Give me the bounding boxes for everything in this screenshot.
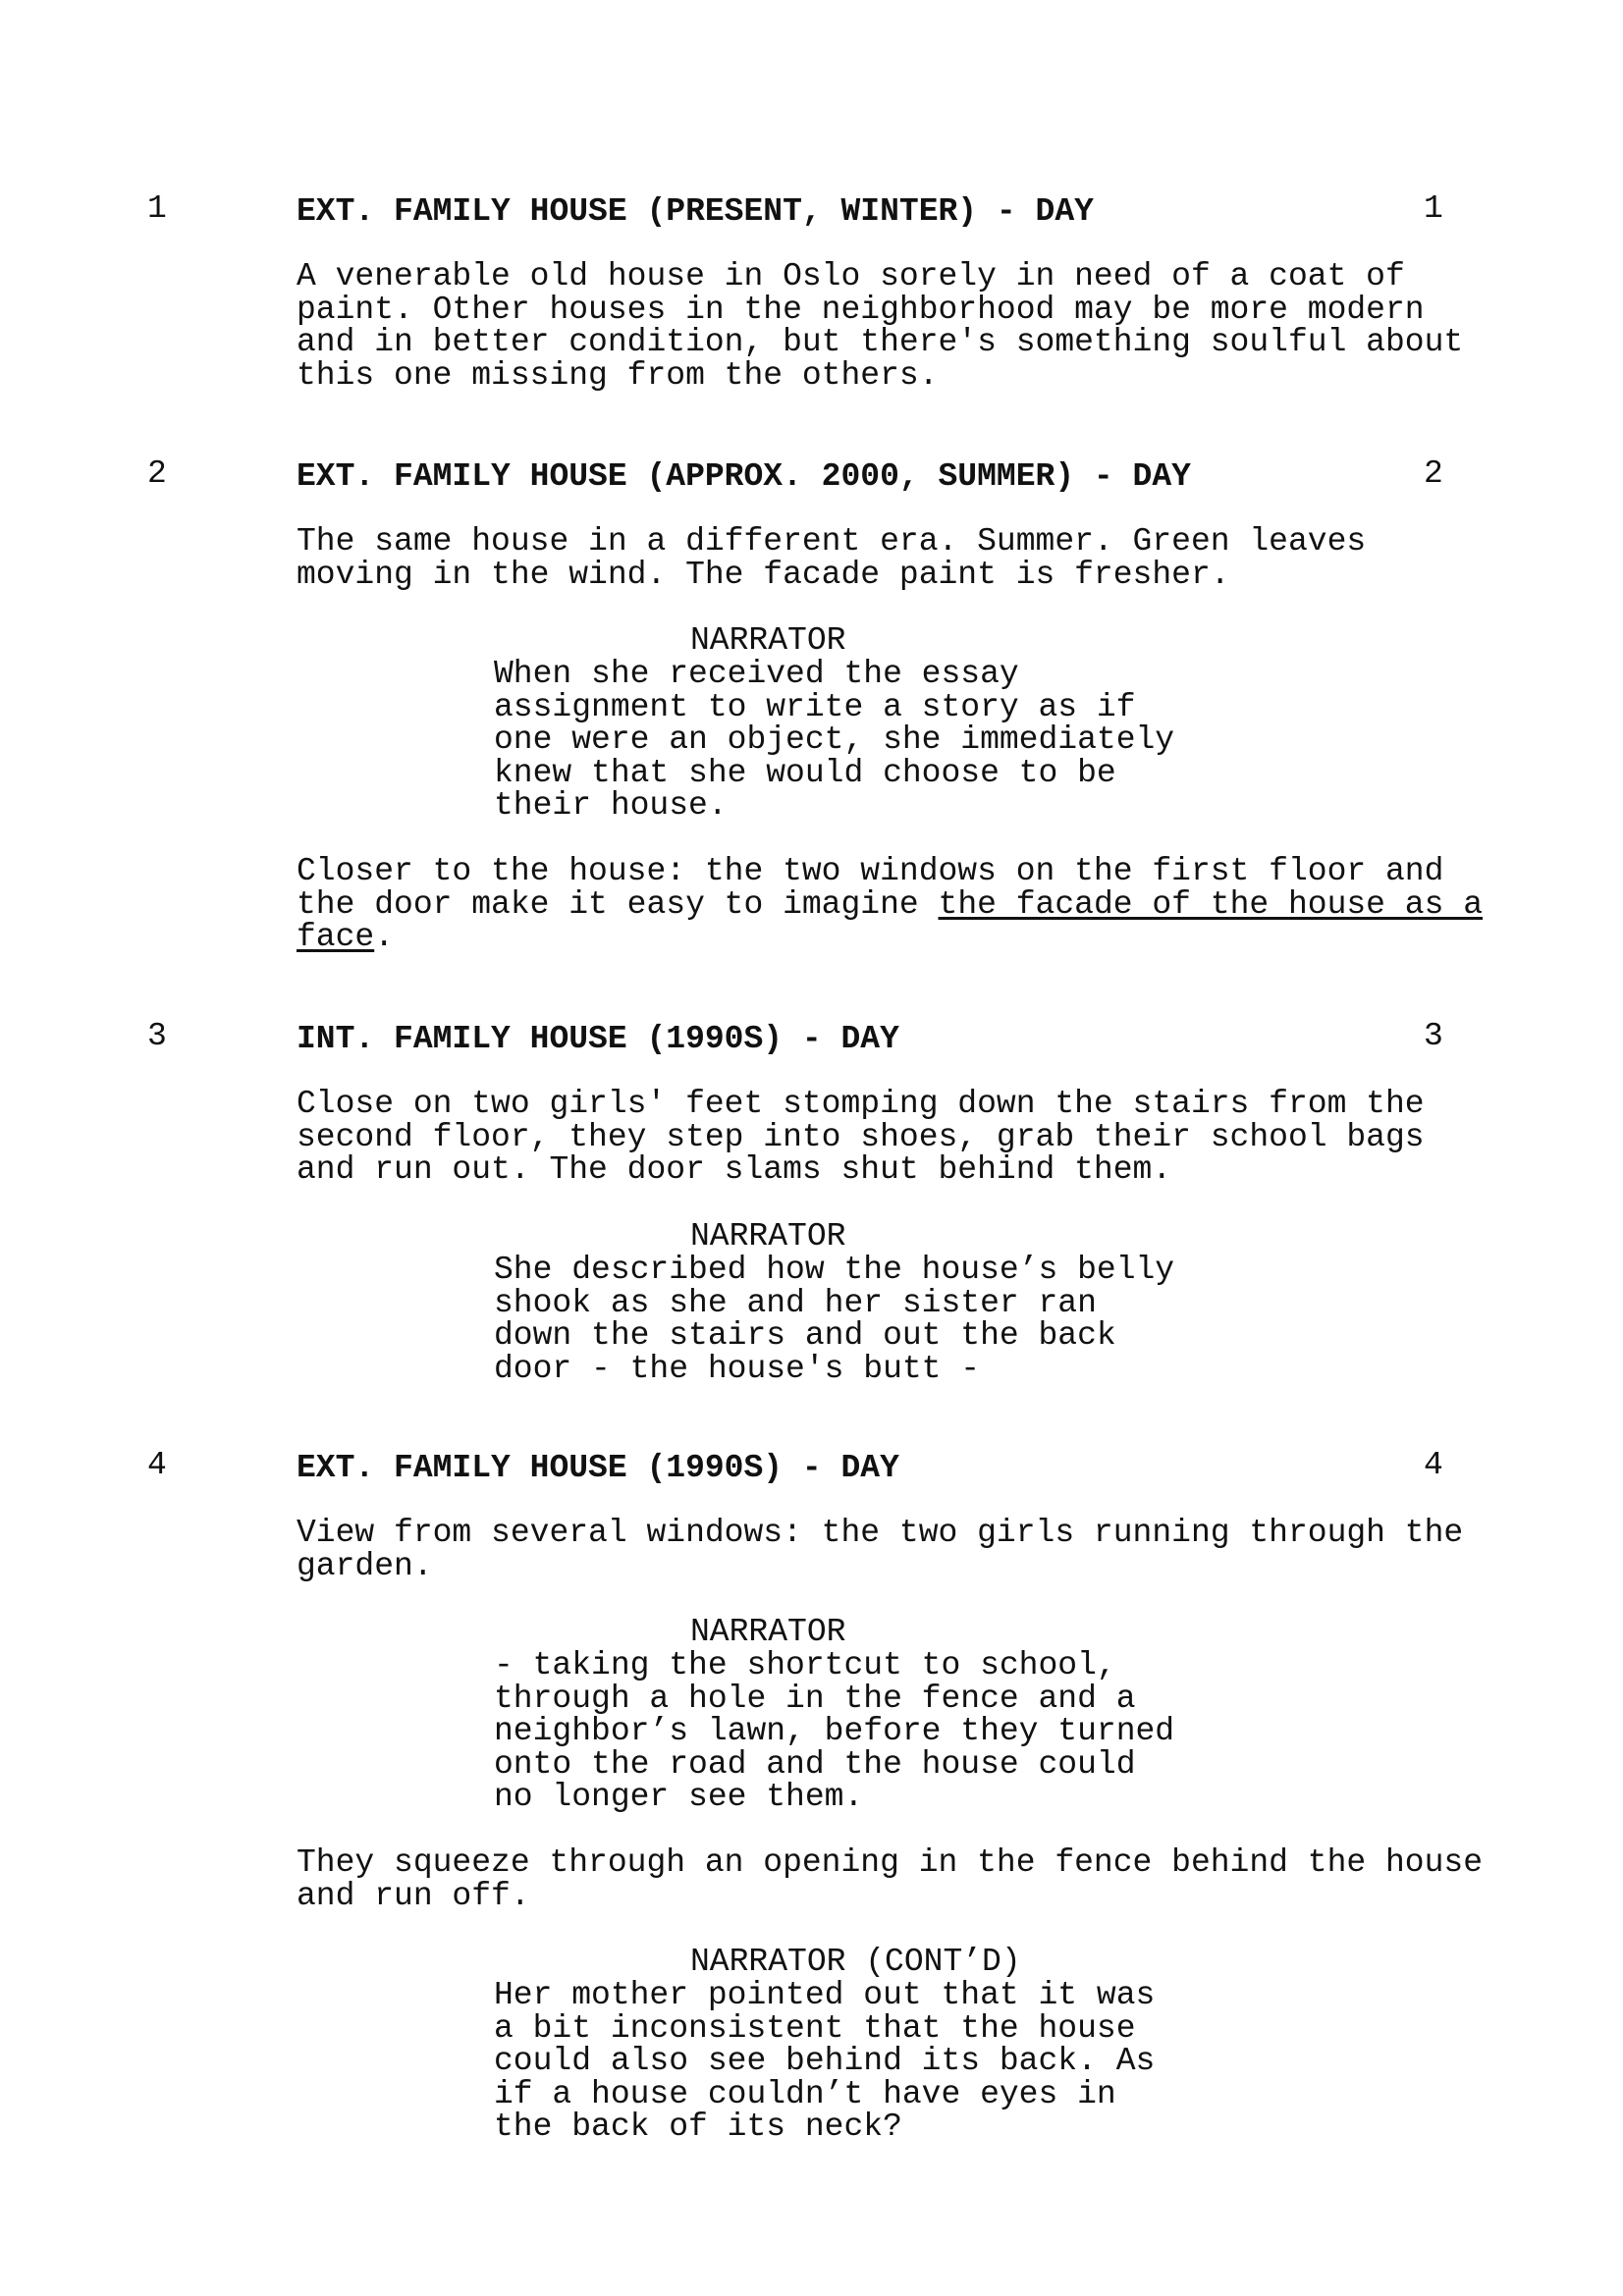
dialogue-text: Her mother pointed out that it was a bit inconsistent that the house could also see behind its back. As if a house couldn’t have eyes in the back of its neck?: [494, 1977, 1156, 2146]
action-text-plain: .: [374, 919, 395, 956]
action-text-plain: Closer to the house: the two windows on the first floor and the door make it easy to imagine: [297, 853, 1444, 923]
scene-number-right: 2: [1424, 455, 1443, 492]
action-text: They squeeze through an opening in the fence behind the house and run off.: [297, 1844, 1483, 1914]
dialogue-text: - taking the shortcut to school, through a hole in the fence and a neighbor’s lawn, before they turned onto the road and the house could no longer see them.: [494, 1647, 1175, 1816]
scene-heading: EXT. FAMILY HOUSE (1990S) - DAY: [297, 1450, 899, 1486]
character-name: NARRATOR (CONT’D): [690, 1944, 1021, 1980]
character-name: NARRATOR: [690, 1614, 846, 1650]
underlined-text: the facade of the house as a: [938, 885, 1484, 923]
scene-heading: INT. FAMILY HOUSE (1990S) - DAY: [297, 1021, 899, 1057]
scene-number-right: 1: [1424, 190, 1443, 227]
dialogue-text: When she received the essay assignment to write a story as if one were an object, she immediately knew that she would choose to be their house.: [494, 656, 1175, 825]
action-text: A venerable old house in Oslo sorely in need of a coat of paint. Other houses in the neighborhood may be more modern and in better condition, but there's something soulful about this one missing from the others.: [297, 258, 1464, 394]
scene-heading: EXT. FAMILY HOUSE (PRESENT, WINTER) - DAY: [297, 193, 1094, 230]
dialogue-text: She described how the house’s belly shook as she and her sister ran down the stairs and out the back door - the house's butt -: [494, 1252, 1175, 1387]
scene-number-left: 3: [147, 1018, 167, 1054]
action-text: View from several windows: the two girls running through the garden.: [297, 1515, 1464, 1584]
scene-number-left: 2: [147, 455, 167, 492]
scene-heading: EXT. FAMILY HOUSE (APPROX. 2000, SUMMER) - DAY: [297, 458, 1191, 495]
scene-number-right: 4: [1424, 1447, 1443, 1483]
action-text: [297, 855, 1494, 954]
character-name: NARRATOR: [690, 622, 846, 659]
character-name: NARRATOR: [690, 1218, 846, 1255]
underlined-text: face: [297, 919, 375, 956]
scene-number-left: 4: [147, 1447, 167, 1483]
scene-number-right: 3: [1424, 1018, 1443, 1054]
action-text: The same house in a different era. Summer. Green leaves moving in the wind. The facade paint is fresher.: [297, 523, 1367, 593]
action-text: Close on two girls' feet stomping down the stairs from the second floor, they step into shoes, grab their school bags and run out. The door slams shut behind them.: [297, 1086, 1425, 1189]
scene-number-left: 1: [147, 190, 167, 227]
